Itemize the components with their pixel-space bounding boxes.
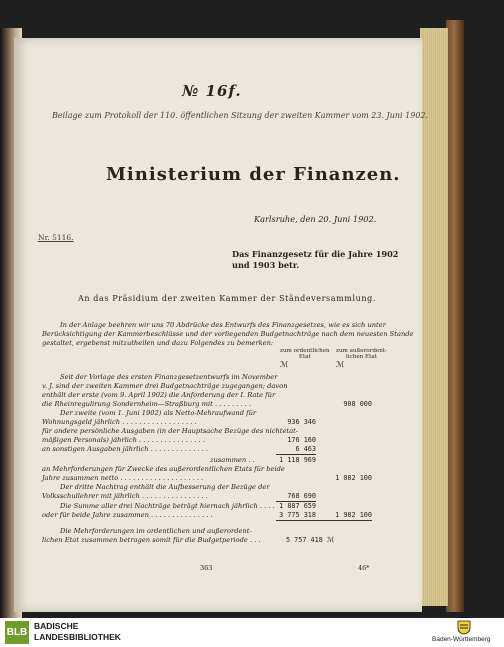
subject-heading-line1: Das Finanzgesetz für die Jahre 1902 [232, 249, 399, 259]
sum-rule [276, 454, 316, 455]
crest-icon [457, 620, 471, 635]
text-line: Der dritte Nachtrag enthält die Aufbesserung der Bezüge der [60, 483, 270, 491]
text-line: Die Summe aller drei Nachträge beträgt hiernach jährlich . . . . [60, 502, 275, 510]
text-line: an Mehrforderungen für Zwecke des außerordentlichen Etats für beide [42, 465, 285, 473]
subject-heading-line2: und 1903 betr. [232, 260, 300, 270]
amount-rhein: 900 000 [343, 400, 372, 408]
text-line: Die Mehrforderungen im ordentlichen und außerordent- [60, 527, 252, 535]
text-line: für andere persönliche Ausgaben (in der Hauptsache Bezüge des nichtetat- [42, 427, 299, 435]
text-line: mäßigen Personals) jährlich . . . . . . . . . . . . . . . . [42, 436, 205, 444]
currency-symbol: ℳ [280, 360, 289, 369]
document-subtitle: Beilage zum Protokoll der 110. öffentlichen Sitzung der zweiten Kammer vom 23. Juni 1902. [52, 111, 429, 120]
intro-line: Berücksichtigung der Kammerbeschlüsse und der vorliegenden Budgetnachträge nach dem neuesten Stande [42, 330, 414, 338]
amount-summe-jaehrlich: 1 887 659 [279, 502, 316, 510]
cover-edge [446, 20, 464, 612]
library-name-line1: BADISCHE [34, 621, 79, 631]
library-name[interactable] [34, 621, 121, 643]
text-line: Seit der Vorlage des ersten Finanzgesetzentwurfs im November [60, 373, 278, 381]
text-line: Jahre zusammen netto . . . . . . . . . . . . . . . . . . . . [42, 474, 204, 482]
text-line: enthält der erste (vom 9. April 1902) die Anforderung der I. Rate für [42, 391, 276, 399]
ministry-title: Ministerium der Finanzen. [106, 164, 401, 185]
amount-volksschul: 768 690 [287, 492, 316, 500]
amount-ausserordentlich: 1 082 100 [335, 474, 372, 482]
amount-wohnungsgeld: 936 346 [287, 418, 316, 426]
column-header-ordinary [280, 348, 330, 368]
amount-total: 5 757 418 ℳ [286, 536, 335, 544]
intro-line: In der Anlage beehren wir uns 70 Abdrücke des Entwurfs des Finanzgesetzes, wie es sich unter [60, 321, 386, 329]
signature-mark: 46* [358, 564, 370, 572]
amount-zusammen: 1 118 969 [279, 456, 316, 464]
text-line: Wohnungsgeld jährlich . . . . . . . . . . . . . . . . . . [42, 418, 197, 426]
text-line: Der zweite (vom 1. Juni 1902) als Netto-Mehraufwand für [60, 409, 257, 417]
text-line: zusammen . . [210, 456, 255, 464]
column-header-extraordinary-line1: zum außerordent- [336, 348, 387, 354]
amount-sonstige: 6 463 [295, 445, 316, 453]
text-line: lichen Etat zusammen betragen somit für die Budgetperiode . . . [42, 536, 261, 544]
library-logo[interactable]: BLB [5, 621, 29, 644]
currency-symbol: ℳ [336, 360, 345, 369]
place-date: Karlsruhe, den 20. Juni 1902. [254, 214, 377, 224]
column-header-ordinary-line1: zum ordentlichen [280, 348, 330, 354]
text-line: die Rheinregulirung Sondernheim—Straßburg mit . . . . . . . . . [42, 400, 252, 408]
library-name-line2: LANDESBIBLIOTHEK [34, 632, 121, 642]
reference-number: Nr. 5116. [38, 233, 74, 242]
sum-rule [276, 520, 372, 521]
amount-beide-jahre-ord: 3 775 318 [279, 511, 316, 519]
text-line: an sonstigen Ausgaben jährlich . . . . . . . . . . . . . . [42, 445, 209, 453]
column-header-extraordinary-line2: lichen Etat [346, 354, 377, 360]
text-line: v. J. sind der zweiten Kammer drei Budgetnachträge zugegangen; davon [42, 382, 288, 390]
text-line: oder für beide Jahre zusammen . . . . . . . . . . . . . . . [42, 511, 213, 519]
amount-beide-jahre-ao: 1 982 100 [335, 511, 372, 519]
document-number: № 16f. [182, 82, 242, 100]
address-line: An das Präsidium der zweiten Kammer der Ständeversammlung. [78, 294, 377, 303]
page-number: 363 [200, 564, 213, 572]
intro-line: gestaltet, ergebenst mitzutheilen und dazu Folgendes zu bemerken: [42, 339, 274, 347]
amount-persoenlich: 176 160 [287, 436, 316, 444]
text-line: Volksschullehrer mit jährlich . . . . . . . . . . . . . . . . [42, 492, 208, 500]
column-header-extraordinary [336, 348, 387, 368]
document-page [14, 38, 429, 612]
state-logo-text[interactable]: Baden-Württemberg [432, 636, 491, 643]
column-header-ordinary-line2: Etat [298, 354, 311, 360]
